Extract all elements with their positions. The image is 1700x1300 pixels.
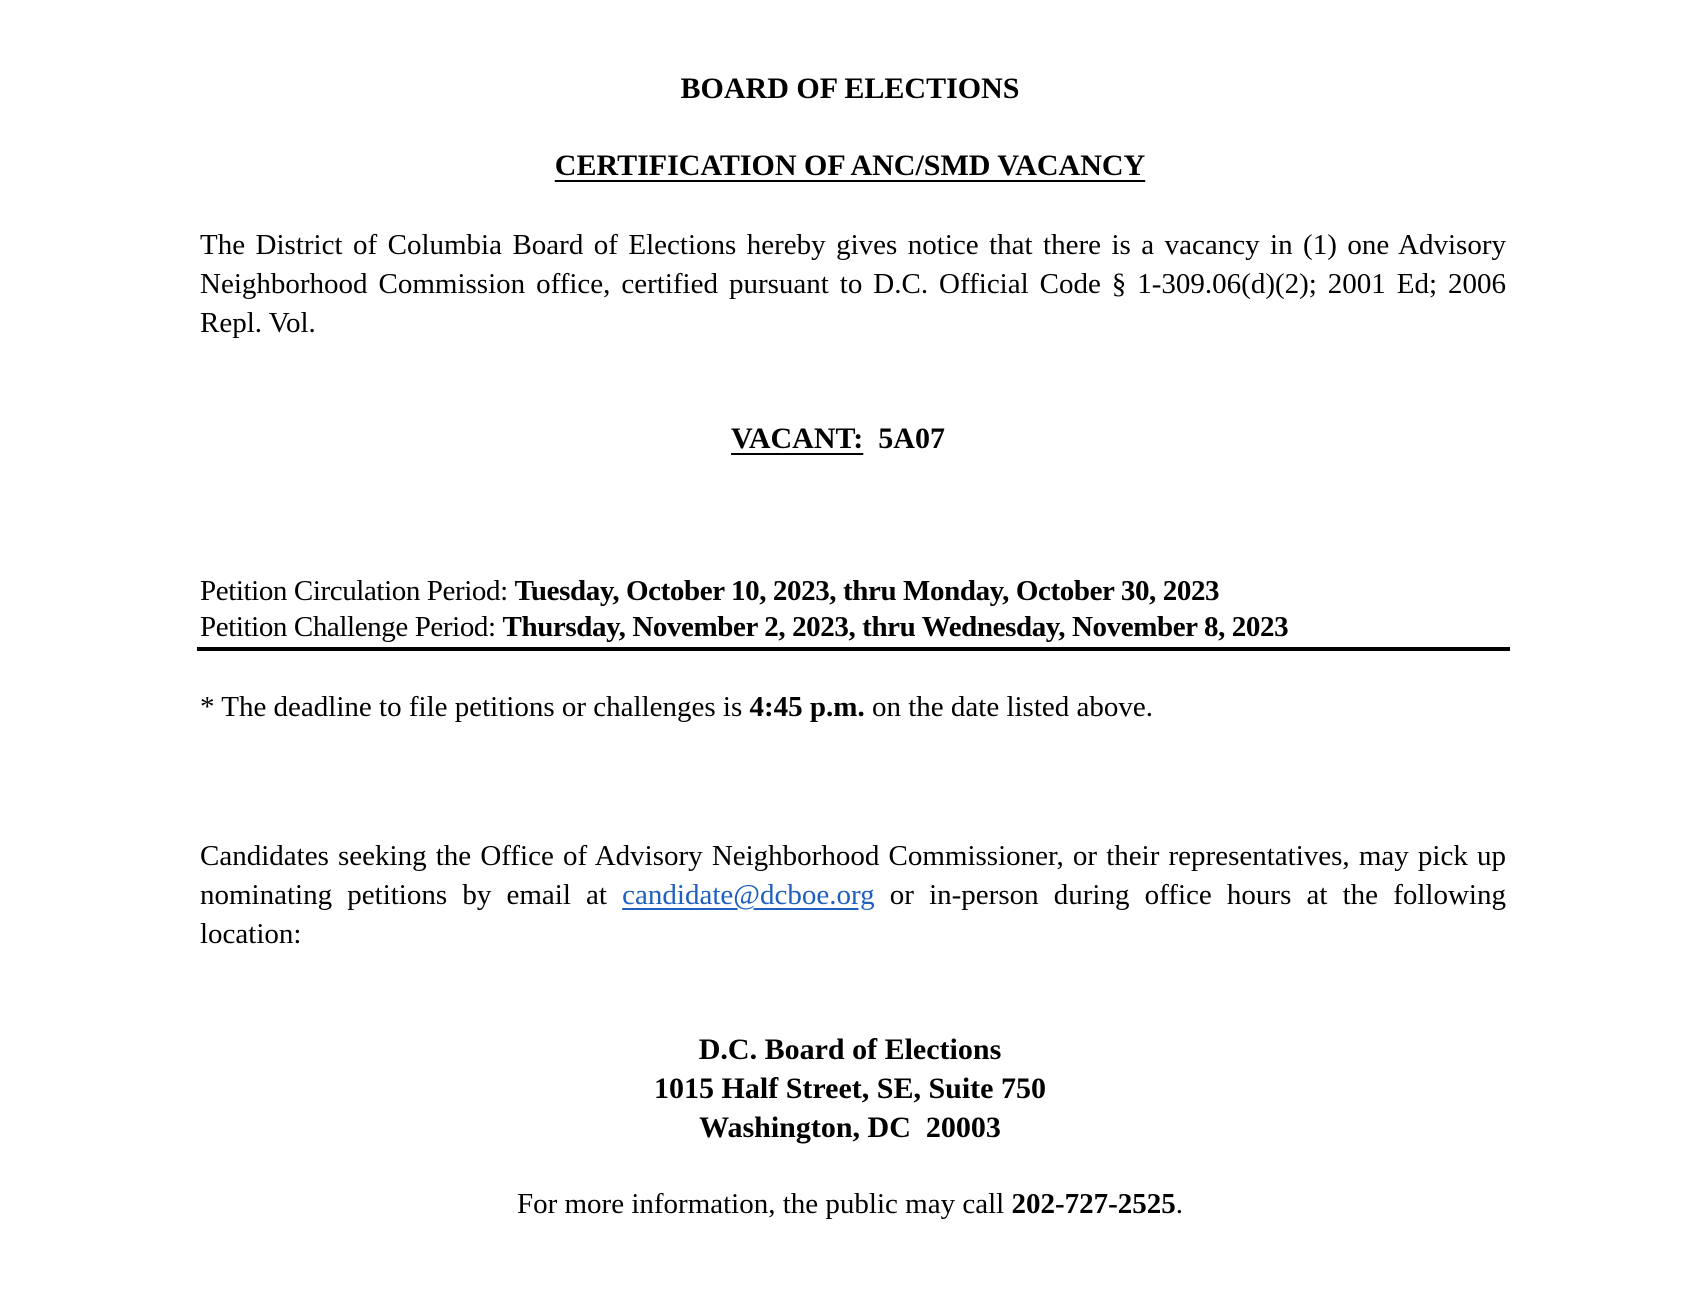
vacancy-line [0,420,1688,458]
candidates-text-after: or in-person during office hours at the following location: [200,879,1506,950]
vacant-smd: 5A07 [878,422,945,455]
document-title: BOARD OF ELECTIONS [680,72,1020,105]
subtitle-text: CERTIFICATION OF ANC/SMD VACANCY [554,149,1146,182]
vacant-label: VACANT: [731,422,864,455]
candidates-text-before: Candidates seeking the Office of Advisory Neighborhood Commissioner, or their representatives, may pick up nominating petitions by email at [200,840,1506,911]
petition-periods [200,573,1288,645]
challenge-period-label: Petition Challenge Period: [200,611,503,643]
vacancy-notice-paragraph: The District of Columbia Board of Elections hereby gives notice that there is a vacancy in (1) one Advisory Neighborhood Commission office, certified pursuant to D.C. Official Code § 1-309.06(d)(2); 2001 Ed; 2006 Repl. Vol. [200,229,1506,339]
circulation-period-dates: Tuesday, October 10, 2023, thru Monday, October 30, 2023 [514,575,1220,607]
document-subtitle [0,147,1700,185]
contact-info-line [0,1185,1700,1223]
office-street: 1015 Half Street, SE, Suite 750 [654,1072,1046,1105]
info-prefix: For more information, the public may call [516,1188,1012,1220]
deadline-time: 4:45 p.m. [749,691,865,723]
circulation-period-label: Petition Circulation Period: [200,575,515,607]
horizontal-rule [197,647,1510,651]
candidate-email-link[interactable]: candidate@dcboe.org [622,879,875,911]
challenge-period-dates: Thursday, November 2, 2023, thru Wednesday, November 8, 2023 [502,611,1289,643]
office-name: D.C. Board of Elections [698,1033,1002,1066]
deadline-prefix: * The deadline to file petitions or challenges is [200,691,750,723]
deadline-suffix: on the date listed above. [864,691,1154,723]
challenge-period-line [200,609,1288,645]
info-suffix: . [1175,1188,1184,1220]
deadline-note [200,688,1153,726]
circulation-period-line [200,573,1288,609]
candidates-paragraph [200,837,1506,954]
office-city: Washington, DC 20003 [699,1111,1001,1144]
office-address [0,1030,1700,1147]
info-phone: 202-727-2525 [1011,1188,1176,1220]
